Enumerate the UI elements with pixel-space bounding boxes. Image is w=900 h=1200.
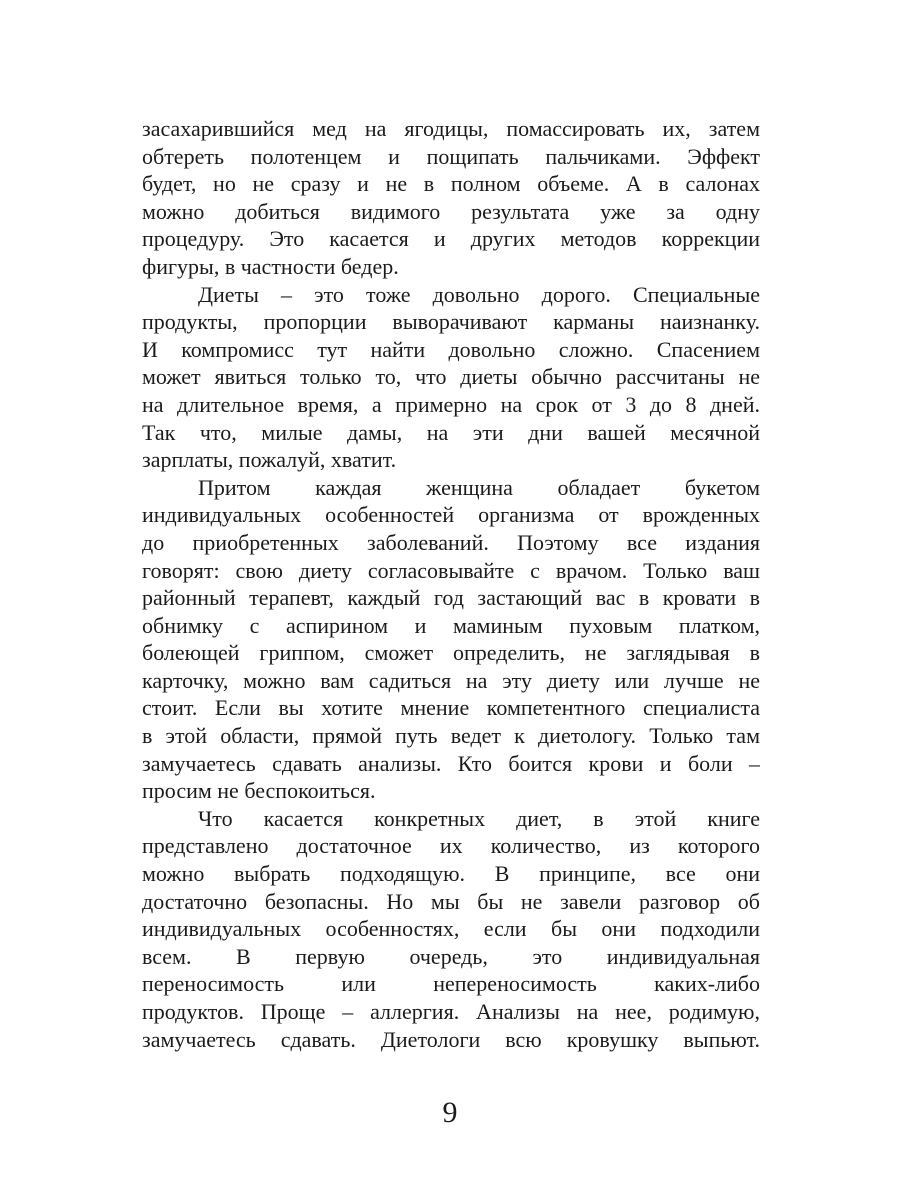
text-line: Диеты – это тоже довольно дорого. Специальные [198,281,760,307]
text-line: замучаетесь сдавать. Диетологи всю кровушку выпьют. [142,1026,760,1052]
text-line: просим не беспокоиться. [142,778,376,804]
text-line: может явиться только то, что диеты обычно рассчитаны не [142,364,760,390]
text-line: обнимку с аспирином и маминым пуховым платком, [142,612,760,638]
text-line: всем. В первую очередь, это индивидуальная [142,943,760,969]
text-line: И компромисс тут найти довольно сложно. Спасением [142,336,760,362]
text-line: карточку, можно вам садиться на эту диету или лучше не [142,667,760,693]
text-line: продуктов. Проще – аллергия. Анализы на нее, родимую, [142,999,760,1024]
text-line: представлено достаточное их количество, из которого [142,833,760,859]
text-line: замучаетесь сдавать анализы. Кто боится крови и боли – [142,750,760,776]
text-line: Что касается конкретных диет, в этой книге [198,805,760,831]
text-line: можно выбрать подходящую. В принципе, все они [142,861,760,887]
text-line: обтереть полотенцем и пощипать пальчиками. Эффект [142,143,760,169]
text-line: в этой области, прямой путь ведет к диетологу. Только там [142,723,760,749]
text-line: до приобретенных заболеваний. Поэтому все издания [142,529,760,555]
text-line: районный терапевт, каждый год застающий вас в кровати в [142,585,760,611]
text-line: достаточно безопасны. Но мы бы не завели разговор об [142,888,760,914]
text-line: будет, но не сразу и не в полном объеме. А в салонах [142,171,760,197]
text-line: индивидуальных особенностей организма от врожденных [142,502,760,528]
page-number: 9 [442,1096,458,1129]
text-line: Притом каждая женщина обладает букетом [198,474,760,500]
text-line: процедуру. Это касается и других методов коррекции [142,226,760,252]
text-line: фигуры, в частности бедер. [142,253,399,279]
text-line: зарплаты, пожалуй, хватит. [142,447,397,473]
body-text [142,115,760,1053]
text-line: на длительное время, а примерно на срок от 3 до 8 дней. [142,391,760,417]
text-line: говорят: свою диету согласовывайте с врачом. Только ваш [142,557,760,583]
text-line: переносимость или непереносимость каких-либо [142,971,760,997]
text-line: продукты, пропорции выворачивают карманы наизнанку. [142,309,760,335]
text-line: можно добиться видимого результата уже за одну [142,198,760,224]
text-line: Так что, милые дамы, на эти дни вашей месячной [142,419,760,445]
text-line: болеющей гриппом, сможет определить, не заглядывая в [142,640,760,666]
text-line: индивидуальных особенностях, если бы они подходили [142,916,760,942]
text-line: стоит. Если вы хотите мнение компетентного специалиста [142,695,760,721]
text-line: засахарившийся мед на ягодицы, помассировать их, затем [142,116,760,141]
